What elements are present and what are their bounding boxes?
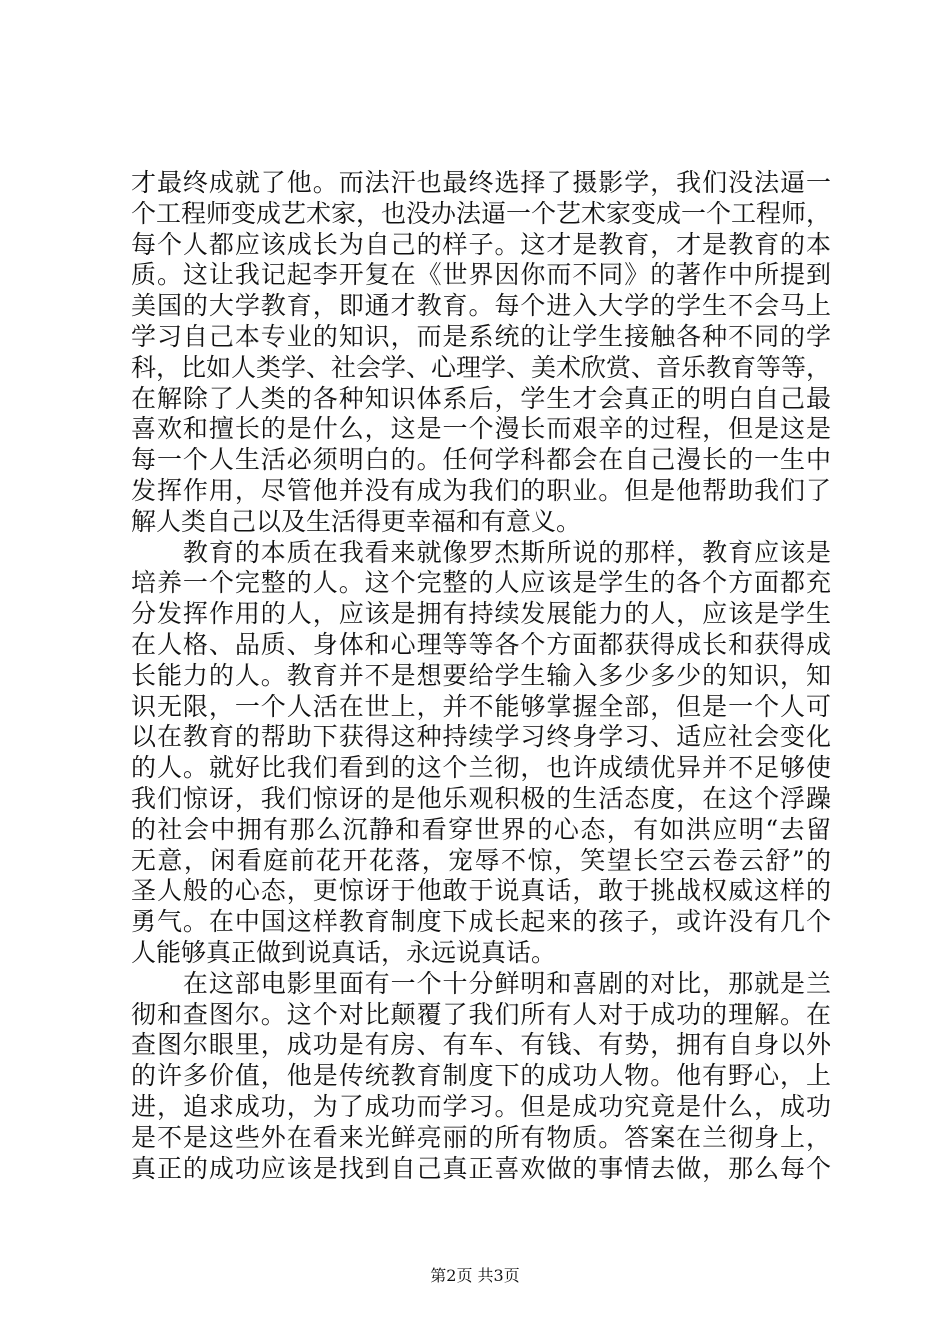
text-line: 的人。就好比我们看到的这个兰彻，也许成绩优异并不足够使: [131, 753, 831, 783]
text-line: 真正的成功应该是找到自己真正喜欢做的事情去做，那么每个: [131, 1153, 831, 1183]
text-line: 识无限，一个人活在世上，并不能够掌握全部，但是一个人可: [131, 691, 831, 721]
text-line: 每个人都应该成长为自己的样子。这才是教育，才是教育的本: [131, 229, 831, 259]
text-line: 喜欢和擅长的是什么，这是一个漫长而艰辛的过程，但是这是: [131, 414, 831, 444]
text-line: 质。这让我记起李开复在《世界因你而不同》的著作中所提到: [131, 260, 831, 290]
text-line: 彻和查图尔。这个对比颠覆了我们所有人对于成功的理解。在: [131, 999, 831, 1029]
text-line: 长能力的人。教育并不是想要给学生输入多少多少的知识，知: [131, 660, 831, 690]
text-line: 在这部电影里面有一个十分鲜明和喜剧的对比，那就是兰: [131, 968, 831, 998]
text-line: 我们惊讶，我们惊讶的是他乐观积极的生活态度，在这个浮躁: [131, 783, 831, 813]
text-line: 培养一个完整的人。这个完整的人应该是学生的各个方面都充: [131, 568, 831, 598]
text-line: 科，比如人类学、社会学、心理学、美术欣赏、音乐教育等等，: [131, 352, 832, 382]
text-line: 学习自己本专业的知识，而是系统的让学生接触各种不同的学: [131, 321, 831, 351]
text-line: 圣人般的心态，更惊讶于他敢于说真话，敢于挑战权威这样的: [131, 876, 831, 906]
text-line: 在解除了人类的各种知识体系后，学生才会真正的明白自己最: [131, 383, 831, 413]
text-line: 的社会中拥有那么沉静和看穿世界的心态，有如洪应明“去留: [131, 814, 831, 844]
text-line: 查图尔眼里，成功是有房、有车、有钱、有势，拥有自身以外: [131, 1030, 831, 1060]
text-line: 以在教育的帮助下获得这种持续学习终身学习、适应社会变化: [131, 722, 831, 752]
text-line: 才最终成就了他。而法汗也最终选择了摄影学，我们没法逼一: [131, 168, 831, 197]
text-line: 解人类自己以及生活得更幸福和有意义。: [131, 506, 582, 536]
text-line: 无意，闲看庭前花开花落，宠辱不惊，笑望长空云卷云舒”的: [131, 845, 831, 875]
text-line: 勇气。在中国这样教育制度下成长起来的孩子，或许没有几个: [131, 907, 831, 937]
text-line: 分发挥作用的人，应该是拥有持续发展能力的人，应该是学生: [131, 599, 831, 629]
text-line: 每一个人生活必须明白的。任何学科都会在自己漫长的一生中: [131, 445, 831, 475]
text-line: 进，追求成功，为了成功而学习。但是成功究竟是什么，成功: [131, 1091, 831, 1121]
page-footer: 第2页 共3页: [430, 1266, 520, 1285]
text-line: 发挥作用，尽管他并没有成为我们的职业。但是他帮助我们了: [131, 475, 831, 505]
text-line: 美国的大学教育，即通才教育。每个进入大学的学生不会马上: [131, 291, 831, 321]
text-line: 的许多价值，他是传统教育制度下的成功人物。他有野心，上: [131, 1061, 831, 1091]
text-line: 在人格、品质、身体和心理等等各个方面都获得成长和获得成: [131, 629, 831, 659]
text-line: 个工程师变成艺术家，也没办法逼一个艺术家变成一个工程师，: [131, 198, 832, 228]
text-line: 人能够真正做到说真话，永远说真话。: [131, 937, 557, 967]
text-line: 教育的本质在我看来就像罗杰斯所说的那样，教育应该是: [131, 537, 831, 567]
text-line: 是不是这些外在看来光鲜亮丽的所有物质。答案在兰彻身上，: [131, 1122, 831, 1152]
body-text: [131, 168, 831, 1184]
